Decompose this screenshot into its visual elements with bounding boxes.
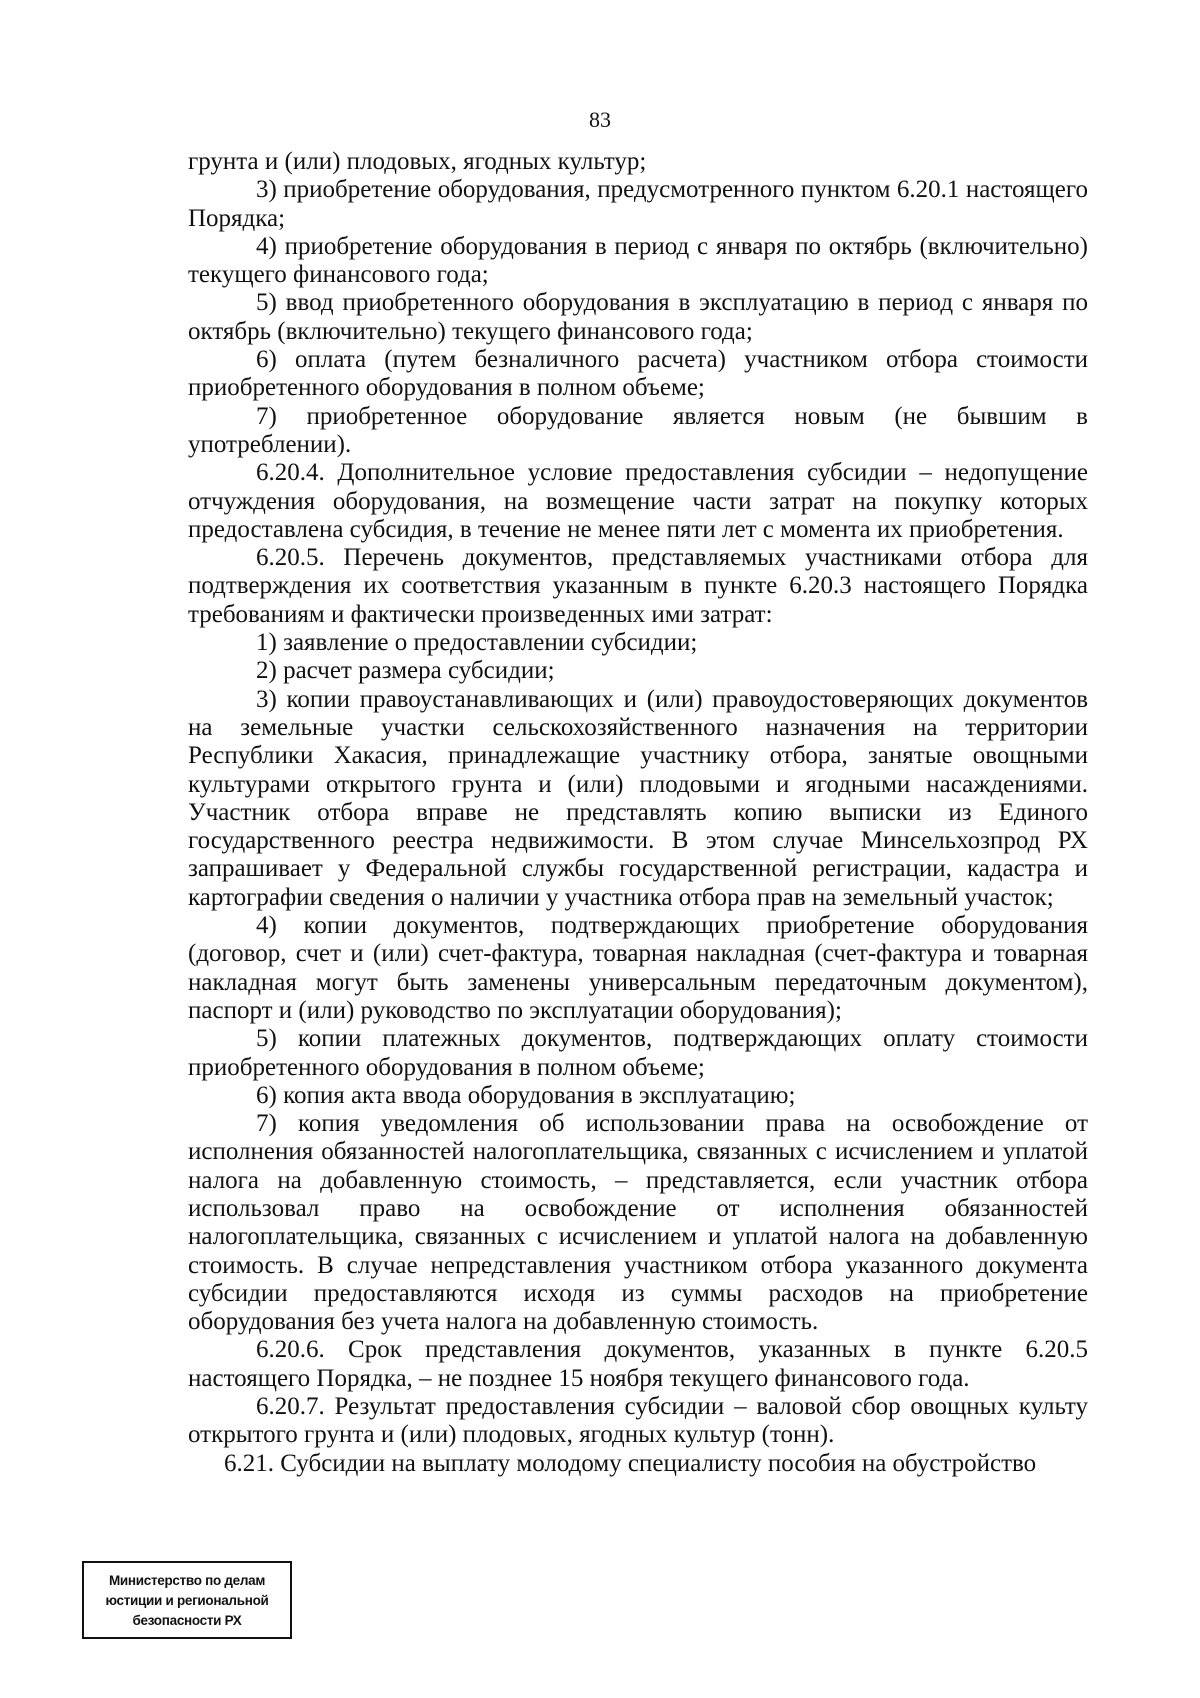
paragraph: 4) приобретение оборудования в период с января по октябрь (включительно) текущего финансового года;	[188, 232, 1088, 289]
paragraph: 5) ввод приобретенного оборудования в эксплуатацию в период с января по октябрь (включительно) текущего финансового года;	[188, 289, 1088, 345]
stamp-line: безопасности РХ	[132, 1613, 242, 1628]
stamp-line: Министерство по делам	[108, 1573, 266, 1588]
paragraph: 7) приобретенное оборудование является новым (не бывшим в употреблении).	[188, 402, 1088, 458]
paragraph: 6) оплата (путем безналичного расчета) участником отбора стоимости приобретенного оборудования в полном объеме;	[188, 346, 1088, 402]
paragraph: 6) копия акта ввода оборудования в эксплуатацию;	[256, 1081, 796, 1109]
paragraph: грунта и (или) плодовых, ягодных культур;	[188, 148, 647, 175]
paragraph: 3) приобретение оборудования, предусмотренного пунктом 6.20.1 настоящего Порядка;	[188, 176, 1088, 232]
stamp-line: юстиции и региональной	[105, 1593, 269, 1608]
paragraph: 2) расчет размера субсидии;	[256, 657, 555, 685]
document-body	[188, 148, 1088, 1478]
paragraph: 1) заявление о предоставлении субсидии;	[256, 629, 698, 657]
paragraph: 6.20.4. Дополнительное условие предоставления субсидии – недопущение отчуждения оборудования, на возмещение части затрат на покупку которых предоставлена субсидия, в течение не менее пяти лет с момента их приобретения.	[188, 459, 1088, 543]
ministry-stamp	[82, 1561, 292, 1639]
paragraph: 5) копии платежных документов, подтверждающих оплату стоимости приобретенного оборудования в полном объеме;	[188, 1025, 1088, 1081]
paragraph: 6.21. Субсидии на выплату молодому специалисту пособия на обустройство	[224, 1449, 1037, 1477]
paragraph: 6.20.5. Перечень документов, представляемых участниками отбора для подтверждения их соответствия указанным в пункте 6.20.3 настоящего Порядка требованиям и фактически произведенных ими затрат:	[188, 544, 1088, 628]
paragraph: 4) копии документов, подтверждающих приобретение оборудования (договор, счет и (или) счет-фактура, товарная накладная (счет-фактура и товарная накладная могут быть заменены универсальным передаточным документом), паспорт и (или) руководство по эксплуатации оборудования);	[188, 912, 1088, 1024]
page-number: 83	[589, 107, 611, 132]
paragraph: 6.20.6. Срок представления документов, указанных в пункте 6.20.5 настоящего Порядка, – не позднее 15 ноября текущего финансового года.	[188, 1336, 1088, 1392]
paragraph: 6.20.7. Результат предоставления субсидии – валовой сбор овощных культу открытого грунта и (или) плодовых, ягодных культур (тонн).	[188, 1393, 1088, 1449]
paragraph: 7) копия уведомления об использовании права на освобождение от исполнения обязанностей налогоплательщика, связанных с исчислением и уплатой налога на добавленную стоимость, – представляется, если участник отбора использовал право на освобождение от исполнения обязанностей налогоплательщика, связанных с исчислением и уплатой налога на добавленную стоимость. В случае непредставления участником отбора указанного документа субсидии предоставляются исходя из суммы расходов на приобретение оборудования без учета налога на добавленную стоимость.	[188, 1110, 1088, 1336]
paragraph: 3) копии правоустанавливающих и (или) правоудостоверяющих документов на земельные участки сельскохозяйственного назначения на территории Республики Хакасия, принадлежащие участнику отбора, занятые овощными культурами открытого грунта и (или) плодовыми и ягодными насаждениями. Участник отбора вправе не представлять копию выписки из Единого государственного реестра недвижимости. В этом случае Минсельхозпрод РХ запрашивает у Федеральной службы государственной регистрации, кадастра и картографии сведения о наличии у участника отбора прав на земельный участок;	[188, 685, 1088, 911]
